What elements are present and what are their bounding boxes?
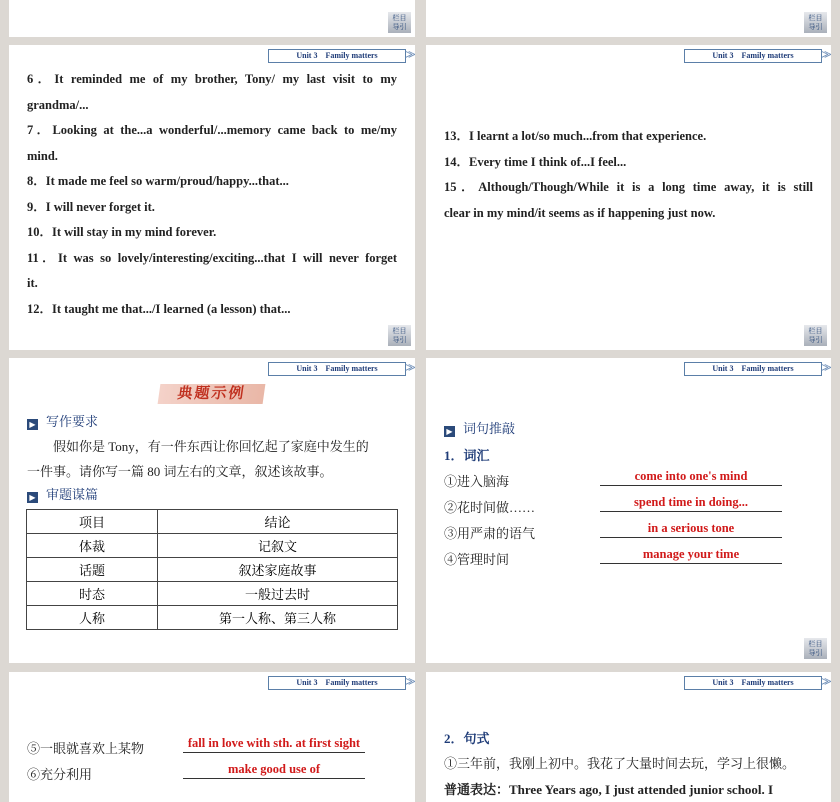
vocab-answer: fall in love with sth. at first sight xyxy=(183,736,365,753)
vocab-answer: make good use of xyxy=(183,762,365,779)
subheading-sentences: 2．句式 xyxy=(444,731,490,746)
unit-header: Unit 3 Family matters >> xyxy=(268,49,411,63)
vocab-cn: ①进入脑海 xyxy=(444,474,510,489)
analysis-table xyxy=(26,509,398,630)
table-row: 时态 一般过去时 xyxy=(27,582,398,606)
section-title: 典题示例 xyxy=(158,384,266,404)
unit-header: Unit 3 Family matters >> xyxy=(268,676,411,690)
vocab-answer: manage your time xyxy=(600,547,782,564)
slide-expressions-1 xyxy=(9,45,415,350)
vocab-answer: spend time in doing... xyxy=(600,495,782,512)
unit-header: Unit 3 Family matters >> xyxy=(684,362,827,376)
nav-button[interactable]: 栏目 导引 xyxy=(388,12,411,33)
heading-analysis: ▶ 审题谋篇 xyxy=(27,484,98,503)
subheading-vocab: 1．词汇 xyxy=(444,448,490,463)
table-row: 人称 第一人称、第三人称 xyxy=(27,606,398,630)
vocab-cn: ②花时间做…… xyxy=(444,500,536,515)
slide-sentences xyxy=(426,672,831,802)
heading-requirements: ▶ 写作要求 xyxy=(27,411,98,430)
slide-partial-left xyxy=(9,0,415,37)
vocab-cn: ③用严肃的语气 xyxy=(444,526,536,541)
unit-header: Unit 3 Family matters >> xyxy=(684,49,827,63)
heading-words: ▶ 词句推敲 xyxy=(444,418,515,437)
slide-vocabulary-2 xyxy=(9,672,415,802)
nav-button[interactable]: 栏目 导引 xyxy=(804,325,827,346)
vocab-cn: ⑥充分利用 xyxy=(27,767,93,782)
unit-header: Unit 3 Family matters >> xyxy=(268,362,411,376)
nav-button[interactable]: 栏目 导引 xyxy=(804,638,827,659)
vocab-answer: in a serious tone xyxy=(600,521,782,538)
arrow-icon: ▶ xyxy=(444,426,455,437)
slide-vocabulary xyxy=(426,358,831,663)
table-row: 话题 叙述家庭故事 xyxy=(27,558,398,582)
expression-list: 13．I learnt a lot/so much...from that experience. 14．Every time I think of...I feel... 15．Although/Though/While it is a long time away, it is still clear in my mind/it seems as if happening just now. xyxy=(444,129,813,220)
table-row: 体裁 记叙文 xyxy=(27,534,398,558)
prompt-text: 假如你是 Tony，有一件东西让你回忆起了家庭中发生的 一件事。请你写一篇 80 词左右的文章，叙述该故事。 xyxy=(27,439,369,479)
sentence-plain: 普通表达：Three Years ago, I just attended junior school. I xyxy=(444,782,774,797)
arrow-icon: ▶ xyxy=(27,419,38,430)
vocab-cn: ⑤一眼就喜欢上某物 xyxy=(27,741,145,756)
sentence-cn: ①三年前，我刚上初中。我花了大量时间去玩，学习上很懒。 xyxy=(444,756,796,771)
vocab-answer: come into one's mind xyxy=(600,469,782,486)
nav-button[interactable]: 栏目 导引 xyxy=(804,12,827,33)
nav-button[interactable]: 栏目 导引 xyxy=(388,325,411,346)
table-row: 项目 结论 xyxy=(27,510,398,534)
slide-expressions-2 xyxy=(426,45,831,350)
slide-example xyxy=(9,358,415,663)
expression-list: 6．It reminded me of my brother, Tony/ my last visit to my grandma/... 7．Looking at the...a wonderful/...memory came back to me/my mind. 8．It made me feel so warm/proud/happy...that... 9．I will never forget it. 10．It will stay in my mind forever. 11．It was so lovely/interesting/exciting...that I will never forget it. 12．It taught me that.../I learned (a lesson) that... xyxy=(27,72,397,316)
unit-header: Unit 3 Family matters >> xyxy=(684,676,827,690)
arrow-icon: ▶ xyxy=(27,492,38,503)
vocab-cn: ④管理时间 xyxy=(444,552,510,567)
slide-partial-right xyxy=(426,0,831,37)
